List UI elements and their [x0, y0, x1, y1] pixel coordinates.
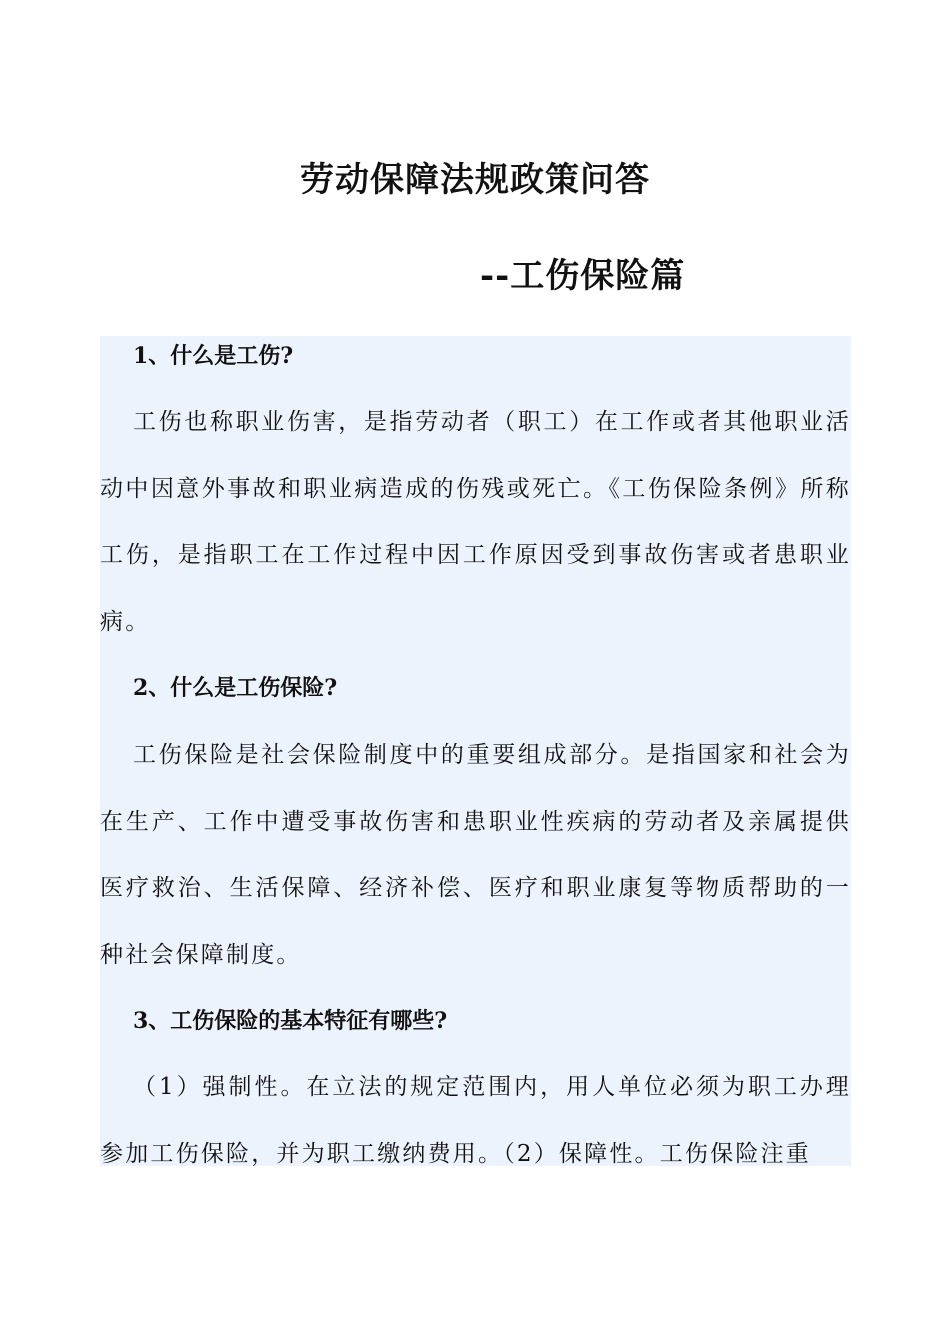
page-subtitle: --工伤保险篇	[480, 256, 686, 296]
answer-3: （1）强制性。在立法的规定范围内，用人单位必须为职工办理参加工伤保险，并为职工缴纳费用。（2）保障性。工伤保险注重	[100, 1074, 851, 1166]
answer-1: 工伤也称职业伤害，是指劳动者（职工）在工作或者其他职业活动中因意外事故和职业病造成的伤残或死亡。《工伤保险条例》所称工伤，是指职工在工作过程中因工作原因受到事故伤害或者患职业病。	[100, 409, 851, 635]
page-title: 劳动保障法规政策问答	[300, 160, 650, 200]
question-1: 1、什么是工伤?	[133, 343, 294, 369]
qa-content	[100, 336, 851, 1166]
question-2: 2、什么是工伤保险?	[133, 675, 338, 701]
question-3: 3、工伤保险的基本特征有哪些?	[133, 1008, 448, 1034]
answer-2: 工伤保险是社会保险制度中的重要组成部分。是指国家和社会为在生产、工作中遭受事故伤害和患职业性疾病的劳动者及亲属提供医疗救治、生活保障、经济补偿、医疗和职业康复等物质帮助的一种社会保障制度。	[100, 742, 851, 968]
